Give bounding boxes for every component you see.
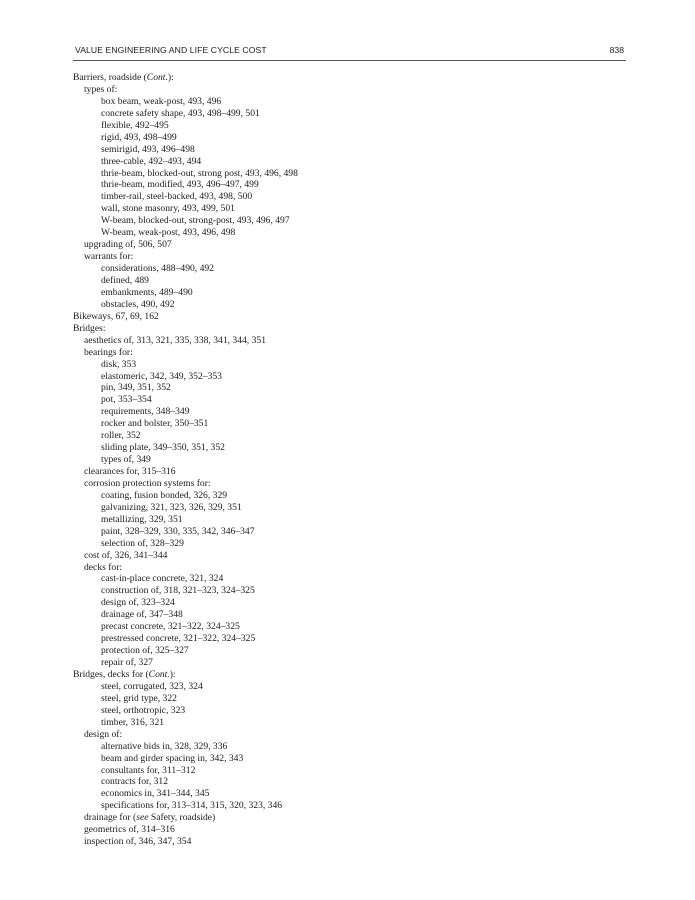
index-entry-text: decks for:: [84, 561, 123, 573]
index-entry-text: roller, 352: [101, 430, 141, 442]
index-entry-level-2: [101, 573, 223, 585]
index-entry-level-0: [73, 72, 174, 84]
index-entry-text: flexible, 492–495: [101, 119, 169, 131]
index-entry-text: W-beam, blocked-out, strong-post, 493, 496, 497: [101, 215, 290, 227]
index-entry-level-2: [101, 705, 185, 717]
index-entry-level-2: [101, 609, 183, 621]
index-entry-text: defined, 489: [101, 274, 149, 286]
index-entry-text: steel, corrugated, 323, 324: [101, 680, 203, 692]
running-header-title: VALUE ENGINEERING AND LIFE CYCLE COST: [75, 45, 267, 55]
index-entry-level-0: [73, 669, 176, 681]
index-entry-level-2: [101, 800, 282, 812]
index-entry-level-2: [101, 585, 255, 597]
index-entry-level-2: [101, 394, 152, 406]
index-entry-text: obstacles, 490, 492: [101, 298, 175, 310]
index-entry-level-1: [84, 466, 176, 478]
index-entry-text: clearances for, 315–316: [84, 466, 176, 478]
index-entry-level-1: [84, 824, 175, 836]
index-entry-level-2: [101, 693, 177, 705]
index-entry-level-2: [101, 490, 227, 502]
index-entry-level-2: [101, 657, 153, 669]
index-entry-italic-text: Cont.: [146, 72, 168, 83]
index-entry-level-2: [101, 359, 136, 371]
index-entry-level-1: [84, 239, 172, 251]
index-entry-text: timber-rail, steel-backed, 493, 498, 500: [101, 191, 253, 203]
index-entry-level-1: [84, 550, 167, 562]
index-entry-level-2: [101, 227, 235, 239]
index-entry-text: geometrics of, 314–316: [84, 824, 175, 836]
page-number: 838: [609, 45, 624, 55]
index-entry-text: steel, grid type, 322: [101, 692, 177, 704]
index-entry-text: timber, 316, 321: [101, 716, 165, 728]
index-entry-level-2: [101, 454, 151, 466]
index-entry-text: considerations, 488–490, 492: [101, 263, 214, 275]
index-entry-level-1: [84, 836, 191, 848]
index-entry-text: thrie-beam, modified, 493, 496–497, 499: [101, 179, 259, 191]
index-entry-text: precast concrete, 321–322, 324–325: [101, 621, 240, 633]
index-entry-level-2: [101, 776, 168, 788]
index-entry-level-2: [101, 179, 259, 191]
index-entry-level-2: [101, 168, 298, 180]
index-entry-text: consultants for, 311–312: [101, 764, 196, 776]
index-entry-text: warrants for:: [84, 251, 134, 263]
index-entry-text: embankments, 489–490: [101, 286, 193, 298]
index-entry-italic-text: Cont.: [148, 669, 170, 680]
index-entry-text: bearings for:: [84, 346, 133, 358]
index-entry-level-2: [101, 526, 255, 538]
index-entry-text: Bridges:: [73, 322, 106, 334]
index-entry-text: wall, stone masonry, 493, 499, 501: [101, 203, 235, 215]
index-entry-text: construction of, 318, 321–323, 324–325: [101, 585, 255, 597]
index-entry-level-1: [84, 335, 266, 347]
index-entry-level-2: [101, 418, 208, 430]
index-entry-text: disk, 353: [101, 358, 137, 370]
index-entry-level-2: [101, 538, 184, 550]
index-entry-level-2: [101, 215, 290, 227]
index-entry-level-2: [101, 382, 171, 394]
index-entry-text: requirements, 348–349: [101, 406, 190, 418]
index-entry-level-2: [101, 371, 222, 383]
index-entry-text: Bridges, decks for (: [73, 669, 149, 680]
index-entry-level-2: [101, 633, 255, 645]
index-entry-level-2: [101, 442, 225, 454]
index-entry-level-2: [101, 788, 209, 800]
index-entry-level-2: [101, 191, 252, 203]
index-entry-level-2: [101, 502, 242, 514]
index-entry-level-1: [84, 812, 215, 824]
index-entry-text: Bikeways, 67, 69, 162: [73, 310, 159, 322]
index-entry-text: types of:: [84, 83, 118, 95]
index-entry-level-1: [84, 478, 211, 490]
index-entry-text: repair of, 327: [101, 657, 153, 669]
index-entry-text: thrie-beam, blocked-out, strong post, 493, 496, 498: [101, 167, 298, 179]
index-entry-text: coating, fusion bonded, 326, 329: [101, 489, 228, 501]
index-entry-text: metallizing, 329, 351: [101, 513, 183, 525]
index-entry-text: galvanizing, 321, 323, 326, 329, 351: [101, 501, 242, 513]
index-entry-text: design of:: [84, 728, 123, 740]
index-entry-level-0: [73, 311, 159, 323]
index-entry-text: design of, 323–324: [101, 597, 175, 609]
index-entry-text: specifications for, 313–314, 315, 320, 323, 346: [101, 800, 283, 812]
index-entry-text: rocker and bolster, 350–351: [101, 418, 209, 430]
index-entry-level-2: [101, 717, 164, 729]
index-entry-level-2: [101, 597, 175, 609]
index-entry-level-1: [84, 347, 133, 359]
index-entry-text: contracts for, 312: [101, 776, 169, 788]
index-entry-level-2: [101, 681, 203, 693]
index-entry-text: corrosion protection systems for:: [84, 477, 211, 489]
index-entry-text: economics in, 341–344, 345: [101, 788, 210, 800]
index-entry-level-2: [101, 765, 195, 777]
index-entry-text: beam and girder spacing in, 342, 343: [101, 752, 244, 764]
index-entry-text: three-cable, 492–493, 494: [101, 155, 202, 167]
index-entry-text: drainage of, 347–348: [101, 609, 183, 621]
index-entry-text: prestressed concrete, 321–322, 324–325: [101, 633, 256, 645]
index-entry-level-2: [101, 621, 240, 633]
index-entry-level-2: [101, 263, 214, 275]
index-entry-level-1: [84, 84, 117, 96]
index-entry-level-2: [101, 120, 169, 132]
index-entry-text: cost of, 326, 341–344: [84, 549, 168, 561]
index-entry-level-1: [84, 251, 133, 263]
index-entry-text: semirigid, 493, 496–498: [101, 143, 195, 155]
index-entry-level-2: [101, 108, 260, 120]
index-entry-text: concrete safety shape, 493, 498–499, 501: [101, 107, 260, 119]
index-entry-level-2: [101, 645, 189, 657]
index-entry-level-2: [101, 144, 195, 156]
index-entry-text: types of, 349: [101, 454, 151, 466]
index-entry-level-2: [101, 203, 235, 215]
index-entry-level-2: [101, 96, 221, 108]
index-entry-suffix: ):: [167, 72, 174, 83]
index-entry-suffix: ):: [169, 669, 176, 680]
index-entry-text: pot, 353–354: [101, 394, 152, 406]
index-entry-text: protection of, 325–327: [101, 645, 189, 657]
index-entry-level-2: [101, 741, 227, 753]
index-entry-text: pin, 349, 351, 352: [101, 382, 171, 394]
index-entry-level-1: [84, 562, 122, 574]
index-entry-text: alternative bids in, 328, 329, 336: [101, 740, 228, 752]
index-entry-text: box beam, weak-post, 493, 496: [101, 95, 222, 107]
index-entry-text: rigid, 493, 498–499: [101, 131, 177, 143]
index-entry-level-2: [101, 275, 149, 287]
index-entry-text: cast-in-place concrete, 321, 324: [101, 573, 224, 585]
index-entry-level-2: [101, 132, 177, 144]
index-entry-text: inspection of, 346, 347, 354: [84, 836, 192, 848]
index-entry-level-2: [101, 299, 175, 311]
index-entry-level-2: [101, 514, 183, 526]
index-entry-text: selection of, 328–329: [101, 537, 184, 549]
index-entry-level-1: [84, 729, 122, 741]
index-entry-text: elastomeric, 342, 349, 352–353: [101, 370, 222, 382]
index-entry-text: upgrading of, 506, 507: [84, 239, 172, 251]
index-entry-text: steel, orthotropic, 323: [101, 704, 186, 716]
index-entry-level-2: [101, 287, 193, 299]
index-entry-text: Barriers, roadside (: [73, 72, 147, 83]
index-entry-text: W-beam, weak-post, 493, 496, 498: [101, 227, 236, 239]
index-entry-text: drainage for (: [84, 812, 137, 824]
index-entry-level-2: [101, 430, 141, 442]
index-entry-suffix: Safety, roadside): [148, 812, 216, 824]
index-entry-level-2: [101, 753, 243, 765]
index-entry-italic-text: see: [136, 812, 149, 824]
index-entry-level-0: [73, 323, 106, 335]
index-entry-text: paint, 328–329, 330, 335, 342, 346–347: [101, 525, 255, 537]
index-entry-level-2: [101, 156, 201, 168]
index-entry-text: sliding plate, 349–350, 351, 352: [101, 442, 225, 454]
index-entry-text: aesthetics of, 313, 321, 335, 338, 341, 344, 351: [84, 334, 266, 346]
index-entry-level-2: [101, 406, 189, 418]
